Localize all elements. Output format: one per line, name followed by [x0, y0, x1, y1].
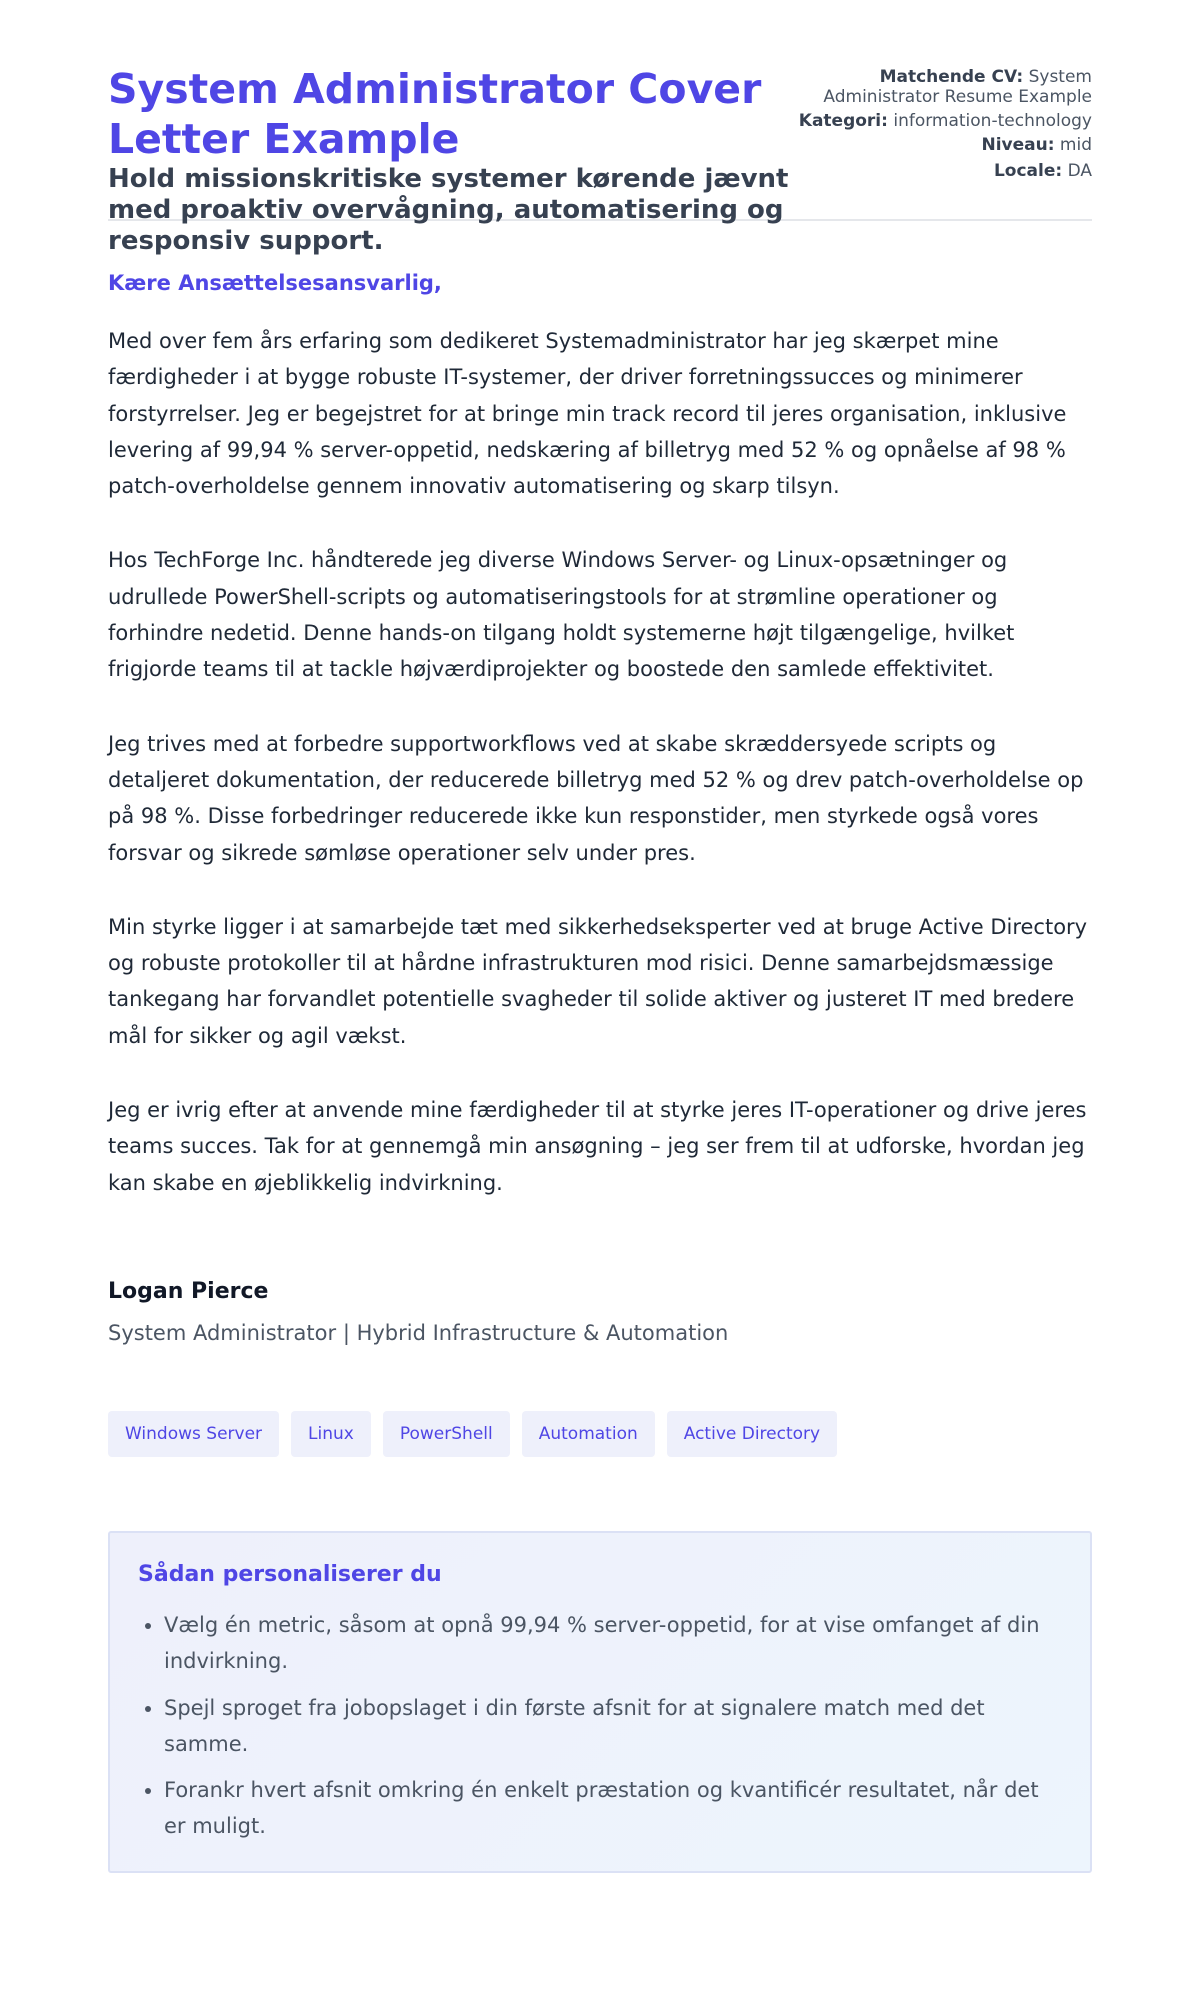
signature-role: System Administrator | Hybrid Infrastructure & Automation — [108, 1320, 729, 1345]
meta-category-label: Kategori: — [798, 111, 888, 131]
skill-tag: Active Directory — [667, 1411, 837, 1457]
skill-tag: Automation — [522, 1411, 655, 1457]
meta-level-label: Niveau: — [981, 135, 1055, 155]
salutation: Kære Ansættelsesansvarlig, — [108, 271, 442, 295]
letter-paragraph: Hos TechForge Inc. håndterede jeg diverse Windows Server- og Linux-opsætninger og udrullede PowerShell-scripts og automatiseringstools for at strømline operationer og forhindre nedetid. Denne hands-on tilgang holdt systemerne højt tilgængelige, hvilket frigjorde teams til at tackle højværdiprojekter og boostede den samlede effektivitet. — [108, 548, 1015, 682]
letter-paragraph: Min styrke ligger i at samarbejde tæt med sikkerhedseksperter ved at bruge Active Directory og robuste protokoller til at hårdne infrastrukturen mod risici. Denne samarbejdsmæssige tankegang har forvandlet potentielle svagheder til solide aktiver og justeret IT med bredere mål for sikker og agil vækst. — [108, 914, 1088, 1048]
meta-cv — [792, 67, 1092, 107]
page-header — [108, 0, 1092, 256]
letter-paragraph: Jeg trives med at forbedre supportworkflows ved at skabe skræddersyede scripts og detaljeret dokumentation, der reducerede billetryg med 52 % og drev patch-overholdelse op på 98 %. Disse forbedringer reducerede ikke kun responstider, men styrkede også vores forsvar og sikrede sømløse operationer selv under pres. — [108, 731, 1084, 865]
meta-category — [792, 111, 1092, 131]
page-title: System Administrator Cover Letter Example — [108, 65, 762, 163]
personalization-tips — [108, 1531, 1092, 1873]
skill-tag: Windows Server — [108, 1411, 279, 1457]
tip-item: • Spejl sproget fra jobopslaget i din første afsnit for at signalere match med det samme. — [164, 1690, 1060, 1763]
letter-paragraph: Jeg er ivrig efter at anvende mine færdigheder til at styrke jeres IT-operationer og drive jeres teams succes. Tak for at gennemgå min ansøgning – jeg ser frem til at udforske, hvordan jeg kan skabe en øjeblikkelig indvirkning. — [108, 1098, 1087, 1195]
skill-tag: Linux — [291, 1411, 371, 1457]
page-subtitle: Hold missionskritiske systemer kørende jævnt med proaktiv overvågning, automatisering og responsiv support. — [108, 164, 789, 256]
signature-block — [108, 1278, 1092, 1347]
meta-level-value: mid — [1059, 135, 1092, 155]
meta-cv-value: System Administrator Resume Example — [823, 67, 1092, 107]
skill-tag: PowerShell — [383, 1411, 510, 1457]
signature-name: Logan Pierce — [108, 1278, 269, 1304]
tip-item: • Vælg én metric, såsom at opnå 99,94 % server-oppetid, for at vise omfanget af din indvirkning. — [164, 1607, 1060, 1680]
meta-level — [792, 135, 1092, 155]
tip-item: • Forankr hvert afsnit omkring én enkelt præstation og kvantificér resultatet, når det er muligt. — [164, 1772, 1060, 1845]
meta-cv-label: Matchende CV: — [879, 67, 1024, 87]
meta-locale — [792, 161, 1092, 181]
letter-paragraph: Med over fem års erfaring som dedikeret Systemadministrator har jeg skærpet mine færdigheder i at bygge robuste IT-systemer, der driver forretningssucces og minimerer forstyrrelser. Jeg er begejstret for at bringe min track record til jeres organisation, inklusive levering af 99,94 % server-oppetid, nedskæring af billetryg med 52 % og opnåelse af 98 % patch-overholdelse gennem innovativ automatisering og skarp tilsyn. — [108, 329, 1067, 499]
meta-locale-label: Locale: — [993, 161, 1063, 181]
letter-body — [108, 269, 1092, 1201]
title-block — [108, 64, 798, 257]
meta-panel — [792, 67, 1092, 187]
tips-list — [138, 1607, 1060, 1845]
meta-category-value: information-technology — [893, 111, 1092, 131]
meta-locale-value: DA — [1067, 161, 1092, 181]
tips-heading: Sådan personaliserer du — [138, 1561, 442, 1587]
skill-tags — [108, 1411, 1092, 1457]
